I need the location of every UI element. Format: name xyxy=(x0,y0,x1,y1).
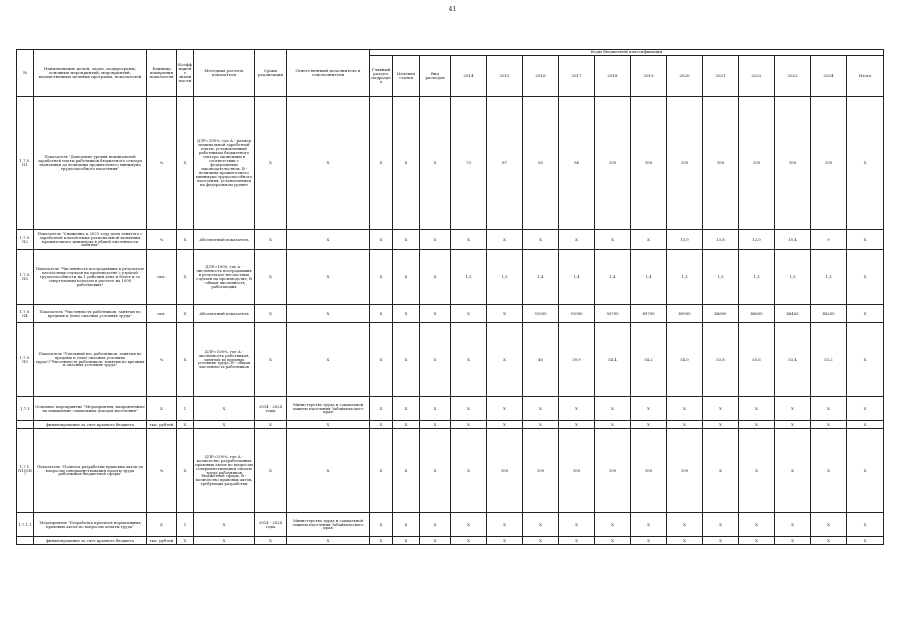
header-year: 2023 xyxy=(775,56,811,97)
row-year-value: X xyxy=(811,397,847,421)
row-unit: % xyxy=(147,97,177,230)
row-year-value: X xyxy=(739,513,775,537)
row-year-value: X xyxy=(595,230,631,250)
row-code-article: X xyxy=(393,421,420,429)
row-name: Показатель "Численность работников, занятых во вредных и (или) опасных условиях труда" xyxy=(34,305,147,323)
row-responsible: Министерство труда и социальной защиты населения Забайкальского края xyxy=(287,397,370,421)
header-year: 2022 xyxy=(739,56,775,97)
row-year-value: X xyxy=(739,421,775,429)
row-number: 1.7.1.1 xyxy=(17,513,34,537)
header-year: 2017 xyxy=(559,56,595,97)
header-year: 2015 xyxy=(487,56,523,97)
row-year-value: 100 xyxy=(595,429,631,513)
row-year-value: X xyxy=(559,537,595,545)
row-year-value: 53,2 xyxy=(811,323,847,397)
row-year-value: 48400 xyxy=(775,305,811,323)
header-year: 2019 xyxy=(631,56,667,97)
row-year-value: 1,3 xyxy=(811,250,847,305)
row-year-value: 94 xyxy=(559,97,595,230)
row-responsible: X xyxy=(287,230,370,250)
row-coef: X xyxy=(177,323,194,397)
row-year-value: 100 xyxy=(559,429,595,513)
row-year-value: 87 xyxy=(487,97,523,230)
row-year-value: X xyxy=(487,397,523,421)
row-year-value: 13,9 xyxy=(667,230,703,250)
row-year-value: 48600 xyxy=(739,305,775,323)
row-unit: % xyxy=(147,230,177,250)
row-code-type: X xyxy=(420,429,451,513)
row-responsible: X xyxy=(287,305,370,323)
header-term: Сроки реализации xyxy=(255,50,287,97)
header-code-section: Главный раздел, подраздел xyxy=(370,56,393,97)
row-total: X xyxy=(847,250,884,305)
row-number xyxy=(17,421,34,429)
table-row xyxy=(17,250,884,305)
row-year-value: X xyxy=(595,537,631,545)
row-name: Показатель "Удельный вес работников, занятых во вредных и (или) опасных условиях труда"/"Численность работников, занятых во вредных и опасных условиях труда" xyxy=(34,323,147,397)
row-term: X xyxy=(255,230,287,250)
row-method: Абсолютный показатель xyxy=(194,305,255,323)
row-year-value: 1,3 xyxy=(667,250,703,305)
row-year-value: 53,8 xyxy=(703,323,739,397)
row-number xyxy=(17,537,34,545)
row-year-value: X xyxy=(451,513,487,537)
row-year-value: X xyxy=(451,421,487,429)
header-method: Методика расчета показателя xyxy=(194,50,255,97)
row-year-value: X xyxy=(595,421,631,429)
row-coef: 1 xyxy=(177,397,194,421)
row-year-value: 48800 xyxy=(703,305,739,323)
row-responsible: Министерство труда и социальной защиты населения Забайкальского края xyxy=(287,513,370,537)
row-name: финансирование за счет краевого бюджета xyxy=(34,421,147,429)
row-year-value: X xyxy=(811,537,847,545)
row-year-value: 1,4 xyxy=(631,250,667,305)
row-year-value: 100 xyxy=(775,97,811,230)
row-year-value: 10,4 xyxy=(775,230,811,250)
row-unit: X xyxy=(147,397,177,421)
row-method: X xyxy=(194,421,255,429)
row-total: X xyxy=(847,397,884,421)
row-year-value: X xyxy=(775,537,811,545)
row-year-value: 54,2 xyxy=(631,323,667,397)
row-code-article: X xyxy=(393,230,420,250)
row-term: X xyxy=(255,97,287,230)
row-year-value: 100 xyxy=(667,429,703,513)
row-coef: X xyxy=(177,250,194,305)
row-year-value: 39,9 xyxy=(559,323,595,397)
row-year-value: X xyxy=(487,537,523,545)
row-year-value: 100 xyxy=(523,429,559,513)
row-year-value: X xyxy=(703,429,739,513)
row-code-section: X xyxy=(370,429,393,513)
row-code-article: X xyxy=(393,513,420,537)
row-year-value: 1,5 xyxy=(487,250,523,305)
row-year-value: 13,8 xyxy=(703,230,739,250)
row-term: 2014 - 2024 годы xyxy=(255,397,287,421)
row-year-value: 1,3 xyxy=(775,250,811,305)
row-year-value: 1,4 xyxy=(523,250,559,305)
row-year-value: X xyxy=(667,397,703,421)
header-year: 2024 xyxy=(811,56,847,97)
row-unit: тыс. рублей xyxy=(147,537,177,545)
row-responsible: X xyxy=(287,250,370,305)
row-year-value: X xyxy=(451,305,487,323)
row-coef: X xyxy=(177,537,194,545)
row-year-value: 100 xyxy=(487,429,523,513)
header-num: № xyxy=(17,50,34,97)
row-year-value: X xyxy=(559,513,595,537)
row-code-section: X xyxy=(370,250,393,305)
row-year-value: 100 xyxy=(811,97,847,230)
row-code-section: X xyxy=(370,421,393,429)
row-term: X xyxy=(255,537,287,545)
row-year-value: 48200 xyxy=(811,305,847,323)
row-year-value: 1,5 xyxy=(451,250,487,305)
row-year-value: 40 xyxy=(523,323,559,397)
row-year-value: X xyxy=(703,513,739,537)
row-year-value: X xyxy=(559,421,595,429)
row-coef: X xyxy=(177,230,194,250)
header-code-type: Вид расходов xyxy=(420,56,451,97)
row-year-value: X xyxy=(811,429,847,513)
row-total: X xyxy=(847,323,884,397)
row-name: Показатель "Численность пострадавших в результате несчастных случаев на производстве с утратой трудоспособности на 1 рабочий день и более и со смертельным исходом в расчете на 1000 работающих" xyxy=(34,250,147,305)
row-year-value: X xyxy=(739,397,775,421)
row-year-value: X xyxy=(631,421,667,429)
row-code-type: X xyxy=(420,323,451,397)
row-term: 2014 - 2024 годы xyxy=(255,513,287,537)
row-year-value: 100 xyxy=(703,97,739,230)
row-term: X xyxy=(255,421,287,429)
header-year: 2016 xyxy=(523,56,559,97)
row-year-value: 50700 xyxy=(595,305,631,323)
row-code-article: X xyxy=(393,537,420,545)
row-responsible: X xyxy=(287,429,370,513)
row-unit: чел. xyxy=(147,250,177,305)
row-year-value: X xyxy=(451,537,487,545)
row-code-section: X xyxy=(370,513,393,537)
row-number: 1.7.0.П1 xyxy=(17,97,34,230)
row-year-value: X xyxy=(559,230,595,250)
row-code-section: X xyxy=(370,397,393,421)
header-total: Итого xyxy=(847,56,884,97)
row-year-value: 1,3 xyxy=(739,250,775,305)
row-year-value: 100 xyxy=(631,97,667,230)
row-coef: X xyxy=(177,429,194,513)
row-year-value: X xyxy=(775,513,811,537)
table-row xyxy=(17,429,884,513)
row-year-value: X xyxy=(451,429,487,513)
row-unit: % xyxy=(147,323,177,397)
row-number: 1.7.1.П1(ОН) xyxy=(17,429,34,513)
row-year-value: X xyxy=(523,421,559,429)
row-year-value: X xyxy=(487,421,523,429)
row-year-value: X xyxy=(595,397,631,421)
header-year: 2021 xyxy=(703,56,739,97)
table-row xyxy=(17,421,884,429)
row-method: ДЛР=100%, где А - численность работников, занятых во вредных условиях труда, В - общая численность работников xyxy=(194,323,255,397)
header-coef: Коэффициент значимости xyxy=(177,50,194,97)
row-term: X xyxy=(255,250,287,305)
row-year-value: X xyxy=(667,513,703,537)
row-year-value: X xyxy=(487,230,523,250)
row-code-type: X xyxy=(420,537,451,545)
row-coef: X xyxy=(177,97,194,230)
row-method: ДЛР=100%, где А - количество разработанных правовых актов по вопросам совершенствования оплаты труда работников бюджетной сферы, В - количество правовых актов, требующих разработки xyxy=(194,429,255,513)
row-responsible: X xyxy=(287,537,370,545)
row-year-value: X xyxy=(559,397,595,421)
row-method: Абсолютный показатель xyxy=(194,230,255,250)
header-codes: Коды бюджетной классификации xyxy=(370,50,884,56)
row-year-value: X xyxy=(595,513,631,537)
table-row xyxy=(17,513,884,537)
row-year-value: X xyxy=(775,397,811,421)
row-code-article: X xyxy=(393,397,420,421)
row-year-value: 53,6 xyxy=(739,323,775,397)
row-unit: тыс. рублей xyxy=(147,421,177,429)
row-term: X xyxy=(255,429,287,513)
row-year-value: X xyxy=(811,513,847,537)
row-responsible: X xyxy=(287,323,370,397)
row-year-value: X xyxy=(487,305,523,323)
row-term: X xyxy=(255,323,287,397)
row-total: X xyxy=(847,421,884,429)
row-code-type: X xyxy=(420,97,451,230)
row-unit: чел. xyxy=(147,305,177,323)
row-method: ДЛР=100%, где А - размер номинальной заработной платы, установленный работникам бюджетного сектора экономики в соответствии с федеральным законодательством, В - величина прожиточного минимума трудоспособного населения, установленная на федеральном уровне xyxy=(194,97,255,230)
row-code-type: X xyxy=(420,513,451,537)
row-code-article: X xyxy=(393,250,420,305)
row-year-value: 73 xyxy=(451,97,487,230)
row-year-value: X xyxy=(631,537,667,545)
row-number: 1.7.0.П4 xyxy=(17,305,34,323)
row-number: 1.7.1 xyxy=(17,397,34,421)
row-year-value: X xyxy=(775,429,811,513)
row-name: финансирование за счет краевого бюджета xyxy=(34,537,147,545)
row-total: X xyxy=(847,537,884,545)
table-row xyxy=(17,305,884,323)
row-year-value: X xyxy=(523,230,559,250)
row-code-section: X xyxy=(370,230,393,250)
table-row xyxy=(17,397,884,421)
row-year-value: X xyxy=(523,537,559,545)
row-year-value: X xyxy=(523,513,559,537)
row-year-value: 9 xyxy=(811,230,847,250)
row-code-section: X xyxy=(370,305,393,323)
header-year: 2014 xyxy=(451,56,487,97)
header-year: 2018 xyxy=(595,56,631,97)
table-row xyxy=(17,97,884,230)
row-total: X xyxy=(847,305,884,323)
row-year-value: 51000 xyxy=(523,305,559,323)
row-year-value: 51000 xyxy=(559,305,595,323)
row-responsible: X xyxy=(287,421,370,429)
row-year-value: 85 xyxy=(523,97,559,230)
row-total: X xyxy=(847,230,884,250)
row-year-value: 49000 xyxy=(667,305,703,323)
table-row xyxy=(17,230,884,250)
header-name: Наименование целей, задач, подпрограмм, основных мероприятий, мероприятий, ведомственных целевых программ, показателей xyxy=(34,50,147,97)
row-code-type: X xyxy=(420,250,451,305)
row-year-value: X xyxy=(775,421,811,429)
row-total: X xyxy=(847,97,884,230)
row-year-value: X xyxy=(487,513,523,537)
row-name: Основное мероприятие "Мероприятия, направленные на повышение социальных доходов населения" xyxy=(34,397,147,421)
row-total: X xyxy=(847,429,884,513)
row-year-value: X xyxy=(451,323,487,397)
row-year-value: 54,0 xyxy=(667,323,703,397)
table-row xyxy=(17,537,884,545)
table-row xyxy=(17,323,884,397)
row-name: Показатель "Доведение уровня номинальной заработной платы работников бюджетного сектора экономики до величины прожиточного минимума трудоспособного населения" xyxy=(34,97,147,230)
row-number: 1.7.0.П3 xyxy=(17,250,34,305)
row-year-value: X xyxy=(703,397,739,421)
row-year-value: X xyxy=(739,429,775,513)
row-unit: X xyxy=(147,513,177,537)
row-code-section: X xyxy=(370,323,393,397)
row-year-value: 1,3 xyxy=(703,250,739,305)
row-code-article: X xyxy=(393,429,420,513)
row-year-value: X xyxy=(811,421,847,429)
header-year: 2020 xyxy=(667,56,703,97)
row-unit: % xyxy=(147,429,177,513)
page-number: 41 xyxy=(448,6,457,13)
row-year-value: X xyxy=(451,230,487,250)
row-year-value: X xyxy=(703,537,739,545)
row-year-value: 1,4 xyxy=(595,250,631,305)
row-method: X xyxy=(194,513,255,537)
row-method: X xyxy=(194,537,255,545)
row-number: 1.7.0.П2 xyxy=(17,230,34,250)
row-total: X xyxy=(847,513,884,537)
row-code-type: X xyxy=(420,305,451,323)
row-responsible: X xyxy=(287,97,370,230)
row-number: 1.7.0.П5 xyxy=(17,323,34,397)
row-year-value: 12,0 xyxy=(739,230,775,250)
row-year-value: X xyxy=(703,421,739,429)
row-year-value: X xyxy=(451,397,487,421)
row-code-article: X xyxy=(393,305,420,323)
row-code-article: X xyxy=(393,323,420,397)
header-unit: Единица измерения показателя xyxy=(147,50,177,97)
row-year-value: X xyxy=(667,421,703,429)
program-table xyxy=(16,49,884,545)
row-year-value: 49700 xyxy=(631,305,667,323)
row-method: ДЛР=1000, где А - численность пострадавших в результате несчастных случаев на производстве, В - общая численность работающих xyxy=(194,250,255,305)
row-method: X xyxy=(194,397,255,421)
row-year-value: X xyxy=(631,230,667,250)
row-coef: 1 xyxy=(177,513,194,537)
row-code-section: X xyxy=(370,97,393,230)
row-coef: X xyxy=(177,421,194,429)
row-year-value: X xyxy=(631,513,667,537)
row-code-type: X xyxy=(420,421,451,429)
row-code-section: X xyxy=(370,537,393,545)
row-year-value: 100 xyxy=(667,97,703,230)
row-code-article: X xyxy=(393,97,420,230)
row-year-value: X xyxy=(667,537,703,545)
row-year-value: X xyxy=(631,397,667,421)
row-code-type: X xyxy=(420,230,451,250)
row-coef: X xyxy=(177,305,194,323)
row-year-value: X xyxy=(523,397,559,421)
row-year-value: 1,4 xyxy=(559,250,595,305)
row-year-value: 100 xyxy=(631,429,667,513)
row-year-value: X xyxy=(739,537,775,545)
row-name: Показатель "Полнота разработки правовых актов по вопросам совершенствования оплаты труда работников бюджетной сферы" xyxy=(34,429,147,513)
row-year-value: 53,4 xyxy=(775,323,811,397)
row-year-value: X xyxy=(487,323,523,397)
row-code-type: X xyxy=(420,397,451,421)
row-term: X xyxy=(255,305,287,323)
row-year-value: 100 xyxy=(595,97,631,230)
header-resp: Ответственный исполнитель и соисполнители xyxy=(287,50,370,97)
row-name: Показатель "Снижение к 2021 году доли занятого с заработной платой ниже региональной величины прожиточного минимума в общей численности занятых" xyxy=(34,230,147,250)
row-year-value: 54,4 xyxy=(595,323,631,397)
header-code-article: Целевая статья xyxy=(393,56,420,97)
row-year-value: 100 xyxy=(739,97,775,230)
row-name: Мероприятие "Разработка проектов нормативных правовых актов по вопросам оплаты труда" xyxy=(34,513,147,537)
